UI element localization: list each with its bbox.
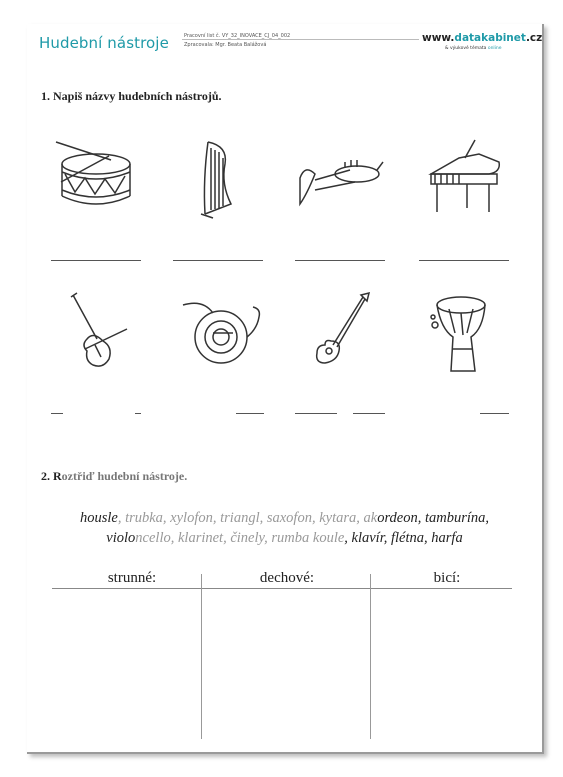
- answer-line-9[interactable]: [353, 413, 385, 414]
- worksheet-title: Hudební nástroje: [39, 34, 169, 52]
- column-header-bici: bicí:: [433, 570, 461, 586]
- tagline-prefix: & výukové témata: [445, 46, 487, 51]
- instrument-list-line-2: [27, 530, 542, 547]
- answer-line-5[interactable]: [51, 413, 63, 414]
- answer-line-7[interactable]: [236, 413, 264, 414]
- harp-icon: [173, 134, 263, 224]
- table-header-rule: [52, 588, 512, 589]
- worksheet-page: [27, 24, 544, 754]
- task1-heading: 1. Napiš názvy hudebních nástrojů.: [41, 89, 222, 103]
- answer-line-8[interactable]: [295, 413, 337, 414]
- word-segment: ordeon, tamburína,: [377, 510, 490, 526]
- task2-heading-number: 2. R: [41, 469, 62, 483]
- answer-line-1[interactable]: [51, 260, 141, 261]
- column-header-strunne: strunné:: [107, 570, 157, 586]
- answer-line-10[interactable]: [480, 413, 509, 414]
- column-header-dechove: dechové:: [259, 570, 315, 586]
- french-horn-icon: [173, 289, 263, 379]
- brand-prefix: www.: [422, 32, 455, 44]
- answer-line-6[interactable]: [135, 413, 141, 414]
- task2-heading-text: oztřiď hudební nástroje.: [61, 469, 188, 483]
- word-segment: ncello, klarinet, činely, rumba koule: [135, 530, 345, 546]
- answer-line-3[interactable]: [295, 260, 385, 261]
- djembe-icon: [419, 289, 509, 379]
- task2-heading: [41, 469, 187, 484]
- brand-suffix: .cz: [525, 32, 543, 44]
- brand-accent: datakabinet: [454, 32, 526, 44]
- worksheet-id: Pracovní list č. VY_32_INOVACE_CJ_04_002: [184, 33, 291, 39]
- guitar-icon: [295, 289, 385, 379]
- table-column-divider-1: [201, 574, 202, 739]
- piano-icon: [419, 134, 509, 224]
- word-segment: violo: [106, 530, 136, 546]
- word-segment: , trubka, xylofon, triangl, saxofon, kytara, ak: [117, 510, 378, 526]
- tagline-accent: online: [487, 46, 502, 51]
- word-segment: , klavír, flétna, harfa: [344, 530, 463, 546]
- trumpet-icon: [295, 134, 385, 224]
- answer-line-4[interactable]: [419, 260, 509, 261]
- table-column-divider-2: [370, 574, 371, 739]
- answer-line-2[interactable]: [173, 260, 263, 261]
- instrument-list-line-1: [27, 510, 542, 527]
- header-rule: [182, 39, 419, 40]
- violin-icon: [51, 289, 141, 379]
- worksheet-author: Zpracovala: Mgr. Beata Balážová: [184, 42, 267, 48]
- drum-icon: [51, 134, 141, 224]
- brand-logo: [422, 32, 542, 44]
- brand-tagline: [445, 46, 502, 51]
- word-segment: housle: [79, 510, 118, 526]
